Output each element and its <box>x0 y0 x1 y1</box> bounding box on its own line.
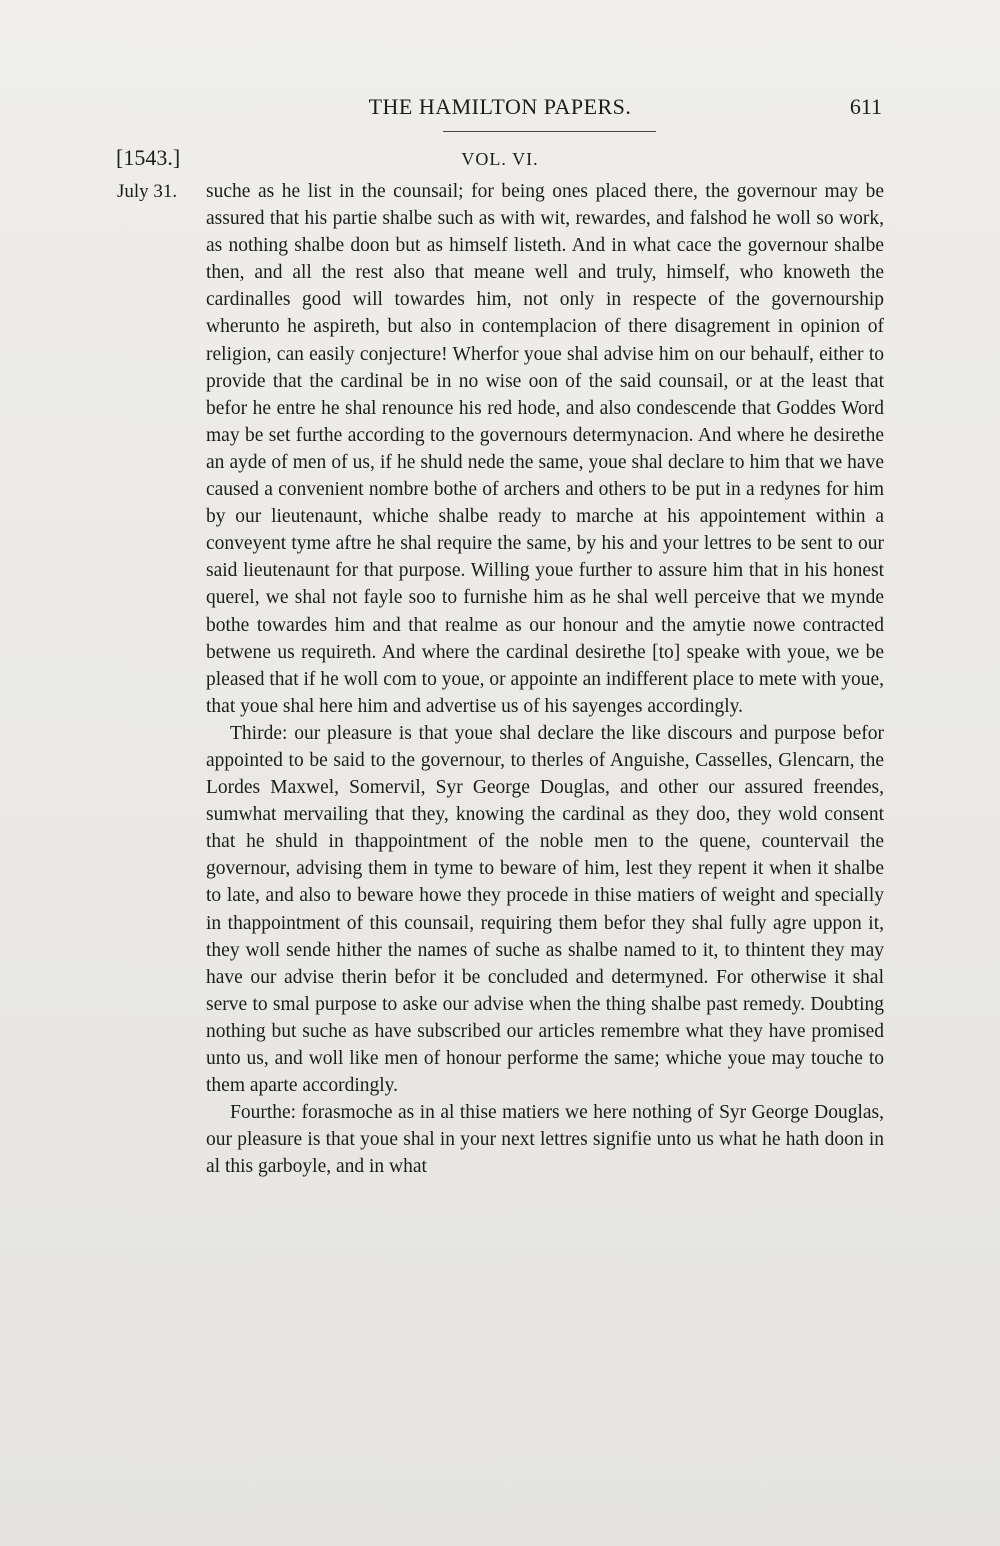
year-label: [1543.] <box>116 145 181 170</box>
running-title: THE HAMILTON PAPERS. <box>368 94 632 119</box>
paragraph: Thirde: our pleasure is that youe shal declare the like discours and purpose befor appointed to be said to the governour, to therles of Anguishe, Casselles, Glencarn, the Lordes Maxwel, Somervil, Syr George Douglas, and other our assured freendes, sumwhat mervailing that they, knowing the cardinal as they doo, they wold consent that he shuld in thappointment of the noble men to the quene, countervail the governour, advising them in tyme to beware of him, lest they repent it when it shalbe to late, and also to beware howe they procede in thise matiers of weight and specially in thappointment of this counsail, requiring them befor they shal fully agre uppon it, they woll sende hither the names of suche as shalbe named to it, to thintent they may have our advise therin befor it be concluded and determyned. For otherwise it shal serve to smal purpose to aske our advise when the thing shalbe past remedy. Doubting nothing but suche as have subscribed our articles remembre what they have promised unto us, and woll like men of honour performe the same; whiche youe may touche to them aparte accordingly. <box>206 722 884 1097</box>
margin-date: July 31. <box>117 181 178 202</box>
volume-label: VOL. VI. <box>461 149 539 169</box>
paragraph: suche as he list in the counsail; for being ones placed there, the governour may be assured that his partie shalbe such as with wit, rewardes, and falshod he woll so work, as nothing shalbe doon but as himself listeth. And in what cace the governour shalbe then, and all the rest also that meane well and truly, himself, who knoweth the cardinalles good will towardes him, not only in respecte of the governourship wherunto he aspireth, but also in contemplacion of there disagrement in opinion of religion, can easily conjecture! Wherfor youe shal advise him on our behaulf, either to provide that the cardinal be in no wise oon of the said counsail, or at the least that befor he entre he shal renounce his red hode, and also condescende that Goddes Word may be set furthe according to the governours determynacion. And where he desirethe an ayde of men of us, if he shuld nede the same, youe shal declare to him that we have caused a convenient nombre bothe of archers and others to be put in a redynes for him by our lieutenaunt, whiche shalbe ready to marche at his appointement within a conveyent tyme aftre he shal require the same, by his and your lettres to be sent to our said lieutenaunt for that purpose. Willing youe further to assure him that in his honest querel, we shal not fayle soo to furnishe him as he shal well perceive that we mynde bothe towardes him and that realme as our honour and the amytie nowe contracted betwene us requireth. And where the cardinal desirethe [to] speake with youe, we be pleased that if he woll com to youe, or appointe an indifferent place to mete with youe, that youe shal here him and advertise us of his sayenges accordingly. <box>206 181 884 717</box>
body-text <box>206 178 884 1180</box>
paragraph: Fourthe: forasmoche as in al thise matiers we here nothing of Syr George Douglas, our pleasure is that youe shal in your next lettres signifie unto us what he hath doon in al this garboyle, and in what <box>206 1102 884 1178</box>
page-number: 611 <box>849 94 882 119</box>
title-rule <box>443 131 656 132</box>
